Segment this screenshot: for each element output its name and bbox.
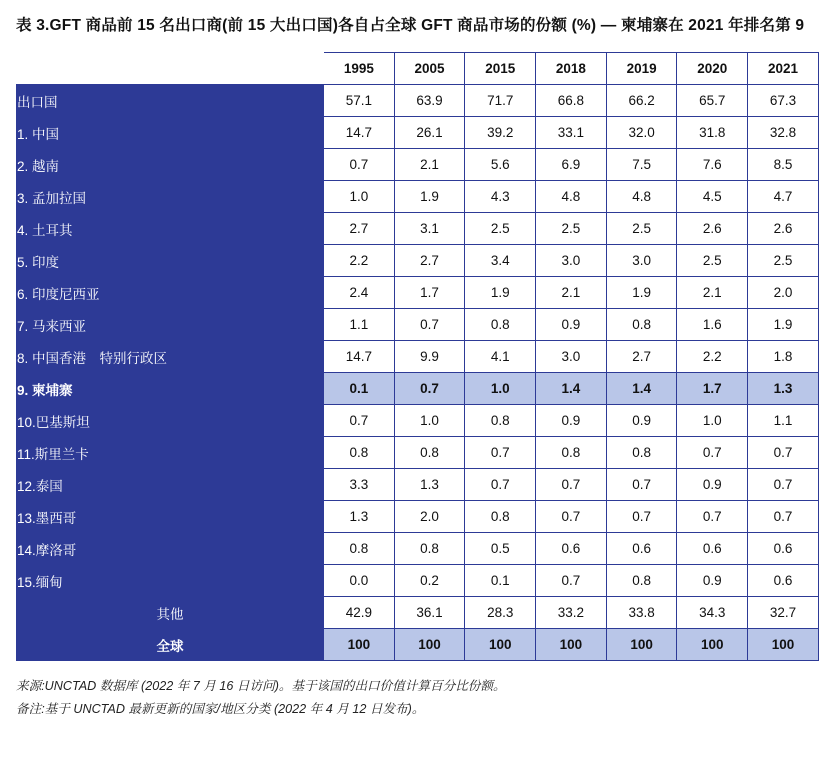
row-label: 10.巴基斯坦: [17, 405, 324, 437]
cell-value: 71.7: [465, 85, 536, 117]
table-row-other: [17, 597, 819, 629]
cell-value: 0.8: [394, 437, 465, 469]
cell-value: 1.0: [465, 373, 536, 405]
table-row: [17, 341, 819, 373]
table-row: [17, 149, 819, 181]
cell-value: 0.7: [748, 437, 819, 469]
cell-value: 0.8: [465, 501, 536, 533]
cell-value: 0.7: [465, 469, 536, 501]
cell-value: 1.9: [606, 277, 677, 309]
row-label: 6. 印度尼西亚: [17, 277, 324, 309]
cell-value: 0.7: [748, 501, 819, 533]
cell-value: 57.1: [324, 85, 395, 117]
cell-value: 1.9: [394, 181, 465, 213]
column-header-blank: [17, 53, 324, 85]
column-header-2019: 2019: [606, 53, 677, 85]
row-label: 11.斯里兰卡: [17, 437, 324, 469]
cell-value: 65.7: [677, 85, 748, 117]
row-label: 全球: [17, 629, 324, 661]
cell-value: 2.6: [748, 213, 819, 245]
row-label: 2. 越南: [17, 149, 324, 181]
cell-value: 1.0: [324, 181, 395, 213]
cell-value: 2.5: [465, 213, 536, 245]
table-row: [17, 437, 819, 469]
table-row: [17, 309, 819, 341]
row-label: 9. 柬埔寨: [17, 373, 324, 405]
cell-value: 42.9: [324, 597, 395, 629]
cell-value: 3.0: [536, 341, 607, 373]
row-label: 5. 印度: [17, 245, 324, 277]
cell-value: 1.7: [394, 277, 465, 309]
table-row: [17, 117, 819, 149]
table-header-row: [17, 53, 819, 85]
cell-value: 0.9: [606, 405, 677, 437]
cell-value: 2.7: [394, 245, 465, 277]
cell-value: 0.7: [394, 309, 465, 341]
row-label: 8. 中国香港 特别行政区: [17, 341, 324, 373]
cell-value: 1.4: [536, 373, 607, 405]
cell-value: 26.1: [394, 117, 465, 149]
cell-value: 0.7: [394, 373, 465, 405]
source-note: 来源:UNCTAD 数据库 (2022 年 7 月 16 日访问)。基于该国的出口价值计算百分比份额。: [16, 679, 506, 694]
cell-value: 7.6: [677, 149, 748, 181]
cell-value: 9.9: [394, 341, 465, 373]
cell-value: 1.0: [394, 405, 465, 437]
cell-value: 2.1: [394, 149, 465, 181]
column-header-2015: 2015: [465, 53, 536, 85]
gft-exporters-table: [16, 52, 819, 661]
row-label: 其他: [17, 597, 324, 629]
cell-value: 2.5: [536, 213, 607, 245]
remark-note: 备注:基于 UNCTAD 最新更新的国家/地区分类 (2022 年 4 月 12 日发布)。: [16, 702, 425, 717]
cell-value: 4.8: [536, 181, 607, 213]
table-row: [17, 213, 819, 245]
cell-value: 0.7: [536, 565, 607, 597]
cell-value: 0.7: [677, 437, 748, 469]
row-label: 3. 孟加拉国: [17, 181, 324, 213]
cell-value: 1.3: [394, 469, 465, 501]
cell-value: 0.7: [324, 149, 395, 181]
cell-value: 2.2: [324, 245, 395, 277]
table-row: [17, 533, 819, 565]
cell-value: 0.6: [606, 533, 677, 565]
column-header-2018: 2018: [536, 53, 607, 85]
cell-value: 0.9: [677, 469, 748, 501]
cell-value: 0.1: [324, 373, 395, 405]
row-label: 4. 土耳其: [17, 213, 324, 245]
cell-value: 31.8: [677, 117, 748, 149]
table-body: [17, 85, 819, 661]
cell-value: 34.3: [677, 597, 748, 629]
cell-value: 7.5: [606, 149, 677, 181]
cell-value: 100: [748, 629, 819, 661]
cell-value: 0.9: [536, 405, 607, 437]
table-row: [17, 501, 819, 533]
cell-value: 0.9: [536, 309, 607, 341]
cell-value: 2.7: [324, 213, 395, 245]
cell-value: 1.3: [324, 501, 395, 533]
cell-value: 0.6: [536, 533, 607, 565]
table-row: [17, 277, 819, 309]
cell-value: 36.1: [394, 597, 465, 629]
cell-value: 1.1: [324, 309, 395, 341]
cell-value: 66.8: [536, 85, 607, 117]
cell-value: 4.5: [677, 181, 748, 213]
cell-value: 4.1: [465, 341, 536, 373]
table-notes: [16, 675, 818, 722]
cell-value: 2.5: [677, 245, 748, 277]
cell-value: 8.5: [748, 149, 819, 181]
row-label: 12.泰国: [17, 469, 324, 501]
row-label: 7. 马来西亚: [17, 309, 324, 341]
table-row-total: [17, 629, 819, 661]
cell-value: 67.3: [748, 85, 819, 117]
cell-value: 2.0: [394, 501, 465, 533]
cell-value: 2.2: [677, 341, 748, 373]
cell-value: 1.9: [465, 277, 536, 309]
cell-value: 32.8: [748, 117, 819, 149]
cell-value: 100: [394, 629, 465, 661]
cell-value: 33.8: [606, 597, 677, 629]
table-row: [17, 181, 819, 213]
row-label: 1. 中国: [17, 117, 324, 149]
cell-value: 0.0: [324, 565, 395, 597]
cell-value: 100: [606, 629, 677, 661]
cell-value: 0.7: [677, 501, 748, 533]
table-row: [17, 469, 819, 501]
cell-value: 66.2: [606, 85, 677, 117]
cell-value: 0.6: [748, 565, 819, 597]
cell-value: 5.6: [465, 149, 536, 181]
cell-value: 4.8: [606, 181, 677, 213]
cell-value: 1.9: [748, 309, 819, 341]
cell-value: 6.9: [536, 149, 607, 181]
cell-value: 3.1: [394, 213, 465, 245]
cell-value: 1.1: [748, 405, 819, 437]
cell-value: 0.8: [324, 437, 395, 469]
cell-value: 4.3: [465, 181, 536, 213]
table-header: [17, 53, 819, 85]
column-header-1995: 1995: [324, 53, 395, 85]
cell-value: 32.0: [606, 117, 677, 149]
cell-value: 4.7: [748, 181, 819, 213]
cell-value: 0.1: [465, 565, 536, 597]
row-label: 14.摩洛哥: [17, 533, 324, 565]
cell-value: 1.7: [677, 373, 748, 405]
cell-value: 0.7: [465, 437, 536, 469]
row-label: 出口国: [17, 85, 324, 117]
cell-value: 0.8: [536, 437, 607, 469]
cell-value: 2.4: [324, 277, 395, 309]
cell-value: 1.8: [748, 341, 819, 373]
cell-value: 100: [465, 629, 536, 661]
cell-value: 14.7: [324, 117, 395, 149]
cell-value: 1.0: [677, 405, 748, 437]
cell-value: 2.0: [748, 277, 819, 309]
column-header-2005: 2005: [394, 53, 465, 85]
row-label: 13.墨西哥: [17, 501, 324, 533]
cell-value: 0.8: [465, 309, 536, 341]
cell-value: 1.3: [748, 373, 819, 405]
cell-value: 3.3: [324, 469, 395, 501]
cell-value: 33.1: [536, 117, 607, 149]
cell-value: 33.2: [536, 597, 607, 629]
cell-value: 100: [677, 629, 748, 661]
row-label: 15.缅甸: [17, 565, 324, 597]
cell-value: 0.2: [394, 565, 465, 597]
cell-value: 39.2: [465, 117, 536, 149]
cell-value: 100: [324, 629, 395, 661]
cell-value: 2.5: [606, 213, 677, 245]
cell-value: 0.7: [324, 405, 395, 437]
cell-value: 0.9: [677, 565, 748, 597]
cell-value: 2.5: [748, 245, 819, 277]
cell-value: 2.1: [536, 277, 607, 309]
cell-value: 3.4: [465, 245, 536, 277]
cell-value: 2.7: [606, 341, 677, 373]
cell-value: 0.8: [606, 565, 677, 597]
cell-value: 0.7: [606, 469, 677, 501]
cell-value: 0.8: [606, 309, 677, 341]
cell-value: 0.7: [536, 469, 607, 501]
cell-value: 0.5: [465, 533, 536, 565]
cell-value: 28.3: [465, 597, 536, 629]
cell-value: 0.8: [465, 405, 536, 437]
cell-value: 0.8: [606, 437, 677, 469]
table-row: [17, 405, 819, 437]
table-row: [17, 85, 819, 117]
cell-value: 3.0: [606, 245, 677, 277]
cell-value: 32.7: [748, 597, 819, 629]
cell-value: 0.8: [324, 533, 395, 565]
cell-value: 0.6: [677, 533, 748, 565]
column-header-2020: 2020: [677, 53, 748, 85]
cell-value: 0.7: [536, 501, 607, 533]
cell-value: 0.6: [748, 533, 819, 565]
cell-value: 14.7: [324, 341, 395, 373]
cell-value: 2.6: [677, 213, 748, 245]
cell-value: 100: [536, 629, 607, 661]
cell-value: 2.1: [677, 277, 748, 309]
cell-value: 1.4: [606, 373, 677, 405]
column-header-2021: 2021: [748, 53, 819, 85]
cell-value: 63.9: [394, 85, 465, 117]
table-row-highlighted: [17, 373, 819, 405]
table-row: [17, 245, 819, 277]
cell-value: 1.6: [677, 309, 748, 341]
cell-value: 0.8: [394, 533, 465, 565]
cell-value: 0.7: [748, 469, 819, 501]
table-title: 表 3.GFT 商品前 15 名出口商(前 15 大出口国)各自占全球 GFT 商品市场的份额 (%) — 柬埔寨在 2021 年排名第 9: [16, 17, 805, 34]
cell-value: 3.0: [536, 245, 607, 277]
cell-value: 0.7: [606, 501, 677, 533]
table-row: [17, 565, 819, 597]
